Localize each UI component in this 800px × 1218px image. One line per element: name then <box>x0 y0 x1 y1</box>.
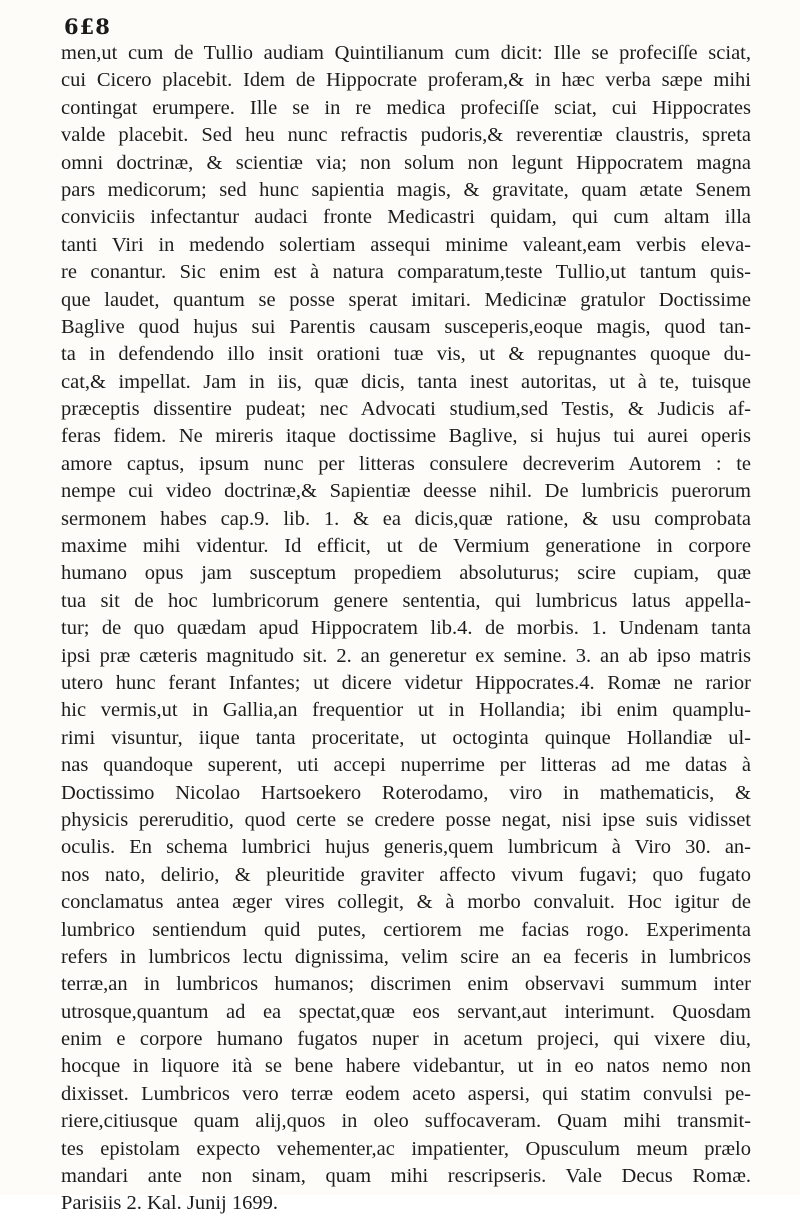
text-line: feras fidem. Ne mireris itaque doctissime Baglive, si hujus tui aurei operis <box>61 425 751 448</box>
text-line: pars medicorum; sed hunc sapientia magis, & gravitate, quam ætate Senem <box>61 178 751 201</box>
text-line: nempe cui video doctrinæ,& Sapientiæ deesse nihil. De lumbricis puerorum <box>61 480 751 503</box>
text-line: conviciis infectantur audaci fronte Medicastri quidam, qui cum altam illa <box>61 206 751 229</box>
text-line: omni doctrinæ, & scientiæ via; non solum non legunt Hippocratem magna <box>61 151 751 174</box>
text-line: utrosque,quantum ad ea spectat,quæ eos servant,aut interimunt. Quosdam <box>61 1000 751 1023</box>
text-line: cat,& impellat. Jam in iis, quæ dicis, tanta inest autoritas, ut à te, tuisque <box>61 370 751 393</box>
text-line: mandari ante non sinam, quam mihi rescripseris. Vale Decus Romæ. <box>61 1165 751 1188</box>
text-line: terræ,an in lumbricos humanos; discrimen enim observavi summum inter <box>61 973 751 996</box>
text-line: præceptis dissentire pudeat; nec Advocati studium,sed Testis, & Judicis af- <box>61 398 751 421</box>
text-line: sermonem habes cap.9. lib. 1. & ea dicis,quæ ratione, & usu comprobata <box>61 507 751 530</box>
text-line: tua sit de hoc lumbricorum genere sententia, qui lumbricus latus appella- <box>61 589 751 612</box>
text-line: dixisset. Lumbricos vero terræ eodem aceto aspersi, qui statim convulsi pe- <box>61 1082 751 1105</box>
text-line: hic vermis,ut in Gallia,an frequentior ut in Hollandia; ibi enim quamplu- <box>61 699 751 722</box>
text-line: enim e corpore humano fugatos nuper in acetum projeci, qui vixere diu, <box>61 1028 751 1051</box>
text-line: valde placebit. Sed heu nunc refractis pudoris,& reverentiæ claustris, spreta <box>61 124 751 147</box>
text-line: physicis pereruditio, quod certe se credere posse negat, nisi ipse suis vidisset <box>61 808 751 831</box>
body-text <box>61 40 751 1218</box>
text-line: contingat erumpere. Ille se in re medica profeciſſe sciat, cui Hippocrates <box>61 96 751 119</box>
text-line: utero hunc ferant Infantes; ut dicere videtur Hippocrates.4. Romæ ne rarior <box>61 671 751 694</box>
text-line: cui Cicero placebit. Idem de Hippocrate proferam,& in hæc verba sæpe mihi <box>61 69 751 92</box>
text-line: amore captus, ipsum nunc per litteras consulere decreverim Autorem : te <box>61 452 751 475</box>
text-line: oculis. En schema lumbrici hujus generis,quem lumbricum à Viro 30. an- <box>61 836 751 859</box>
page-number: 6£8 <box>64 14 111 39</box>
text-line: tanti Viri in medendo solertiam assequi minime valeant,eam verbis eleva- <box>61 233 751 256</box>
text-line: tes epistolam expecto vehementer,ac impatienter, Opusculum meum prælo <box>61 1137 751 1160</box>
text-line: ta in defendendo illo insit orationi tuæ vis, ut & repugnantes quoque du- <box>61 343 751 366</box>
text-line: humano opus jam susceptum propediem absoluturus; scire cupiam, quæ <box>61 562 751 585</box>
text-line: re conantur. Sic enim est à natura comparatum,teste Tullio,ut tantum quis- <box>61 261 751 284</box>
text-line: rimi visuntur, iique tanta proceritate, ut octoginta quinque Hollandiæ ul- <box>61 726 751 749</box>
text-line: lumbrico sentiendum quid putes, certiorem me facias rogo. Experimenta <box>61 918 751 941</box>
text-line: que laudet, quantum se posse sperat imitari. Medicinæ gratulor Doctissime <box>61 288 751 311</box>
text-line: tur; de quo quædam apud Hippocratem lib.4. de morbis. 1. Undenam tanta <box>61 617 751 640</box>
text-line: nos nato, delirio, & pleuritide graviter affecto vivum fugavi; quo fugato <box>61 863 751 886</box>
text-line: refers in lumbricos lectu dignissima, velim scire an ea feceris in lumbricos <box>61 945 751 968</box>
text-line: nas quandoque superent, uti accepi nuperrime per litteras ad me datas à <box>61 754 751 777</box>
text-line: men,ut cum de Tullio audiam Quintilianum cum dicit: Ille se profeciſſe sciat, <box>61 42 751 64</box>
text-line: conclamatus antea æger vires collegit, & à morbo convaluit. Hoc igitur de <box>61 891 751 914</box>
text-line: riere,citiusque quam alij,quos in oleo suffocaveram. Quam mihi transmit- <box>61 1110 751 1133</box>
text-line: maxime mihi videntur. Id efficit, ut de Vermium generatione in corpore <box>61 535 751 558</box>
text-line: hocque in liquore ità se bene habere videbantur, ut in eo natos nemo non <box>61 1055 751 1078</box>
text-line: Doctissimo Nicolao Hartsoekero Roterodamo, viro in mathematicis, & <box>61 781 751 804</box>
text-line: ipsi præ cæteris magnitudo sit. 2. an generetur ex semine. 3. an ab ipso matris <box>61 644 751 667</box>
text-line: Baglive quod hujus sui Parentis causam susceperis,eoque magis, quod tan- <box>61 315 751 338</box>
text-line: Parisiis 2. Kal. Junij 1699. <box>61 1192 278 1215</box>
